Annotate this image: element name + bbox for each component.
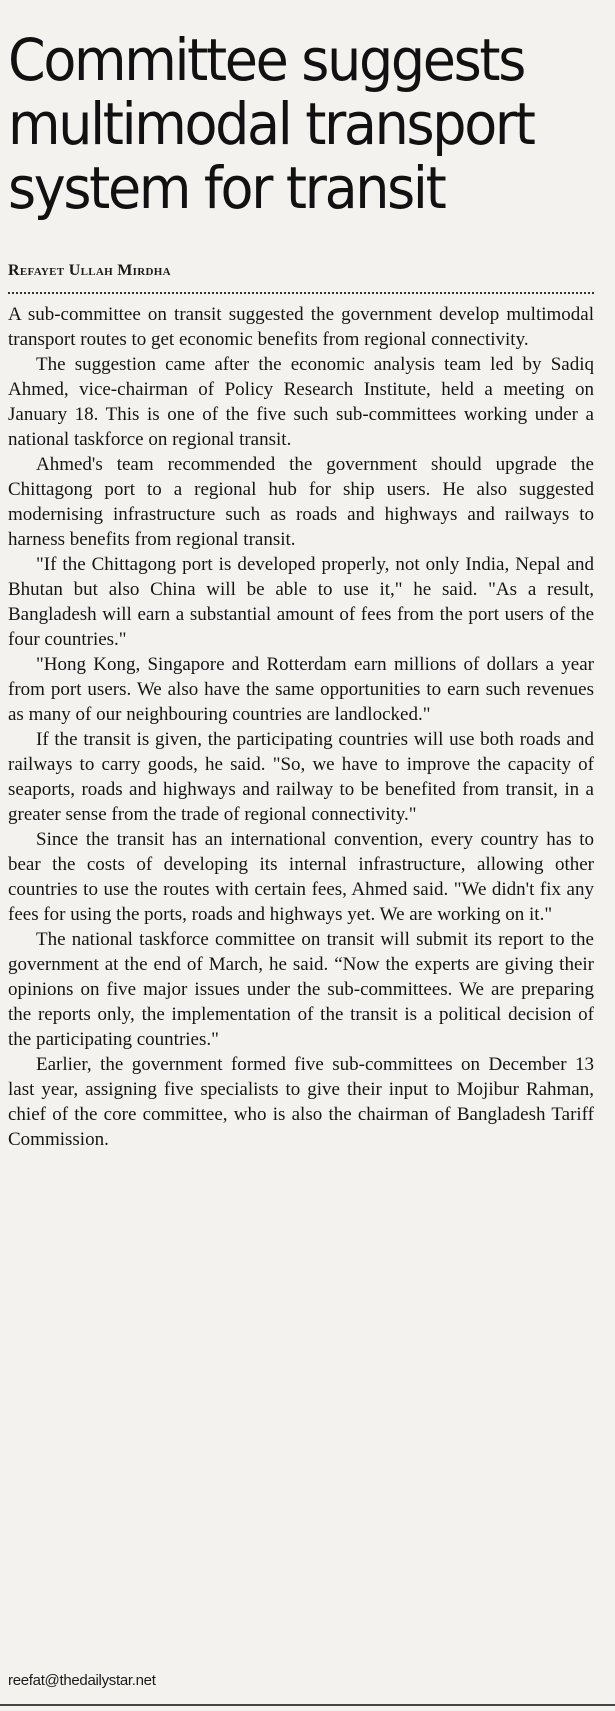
bottom-divider [0,1704,615,1706]
article-body [8,302,594,1152]
paragraph: The national taskforce committee on transit will submit its report to the government at the end of March, he said. “Now the experts are giving their opinions on five major issues under the sub-committees. We are preparing the reports only, the implementation of the transit is a political decision of the participating countries." [8,929,594,1050]
paragraph: Ahmed's team recommended the government should upgrade the Chittagong port to a regional hub for ship users. He also suggested modernising infrastructure such as roads and highways and railways to harness benefits from regional transit. [8,454,594,550]
paragraph: Earlier, the government formed five sub-committees on December 13 last year, assigning five specialists to give their input to Mojibur Rahman, chief of the core committee, who is also the chairman of Bangladesh Tariff Commission. [8,1054,594,1150]
news-article [8,28,594,1152]
paragraph: If the transit is given, the participating countries will use both roads and railways to carry goods, he said. "So, we have to improve the capacity of seaports, roads and highways and railway to be benefited from transit, in a greater sense from the trade of regional connectivity." [8,729,594,825]
byline: Refayet Ullah Mirdha [8,262,171,279]
paragraph: The suggestion came after the economic analysis team led by Sadiq Ahmed, vice-chairman of Policy Research Institute, held a meeting on January 18. This is one of the five such sub-committees working under a national taskforce on regional transit. [8,354,594,450]
paragraph: Since the transit has an international convention, every country has to bear the costs of developing its internal infrastructure, allowing other countries to use the routes with certain fees, Ahmed said. "We didn't fix any fees for using the ports, roads and highways yet. We are working on it." [8,829,594,925]
paragraph: "Hong Kong, Singapore and Rotterdam earn millions of dollars a year from port users. We also have the same opportunities to earn such revenues as many of our neighbouring countries are landlocked." [8,654,594,725]
author-email: reefat@thedailystar.net [8,1672,156,1689]
dotted-divider [8,292,594,294]
paragraph: A sub-committee on transit suggested the government develop multimodal transport routes to get economic benefits from regional connectivity. [8,304,594,350]
paragraph: "If the Chittagong port is developed properly, not only India, Nepal and Bhutan but also China will be able to use it," he said. "As a result, Bangladesh will earn a substantial amount of fees from the port users of the four countries." [8,554,594,650]
headline: Committee suggests multimodal transport system for transit [8,26,534,222]
